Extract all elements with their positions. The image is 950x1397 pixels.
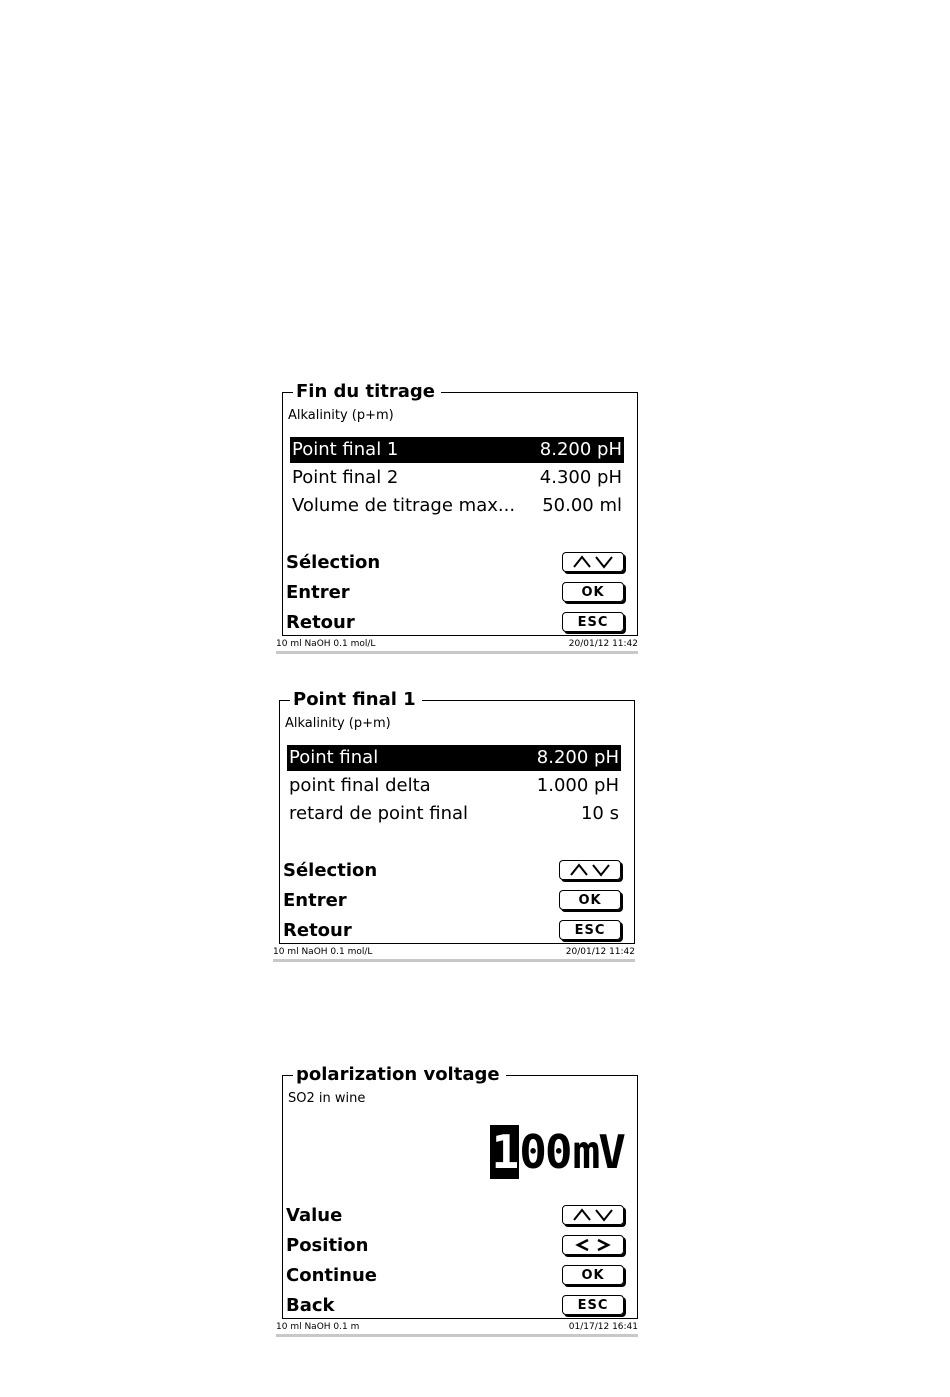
command-label: Retour [283, 919, 352, 941]
value-unit: mV [572, 1125, 624, 1179]
status-datetime: 01/17/12 16:41 [568, 1322, 638, 1332]
row-value: 8.200 pH [536, 747, 619, 768]
menu-row-point-final-2[interactable] [290, 465, 624, 491]
menu-row-volume-max[interactable] [290, 493, 624, 519]
row-label: Point final 1 [292, 439, 399, 460]
command-entrer [286, 578, 626, 606]
command-label: Sélection [286, 551, 381, 573]
row-label: Volume de titrage max... [292, 495, 516, 516]
row-label: retard de point final [289, 803, 469, 824]
voltage-value-display[interactable] [490, 1125, 624, 1179]
status-reagent: 10 ml NaOH 0.1 m [276, 1322, 360, 1332]
command-label: Value [286, 1204, 343, 1226]
command-continue [286, 1261, 626, 1289]
esc-key[interactable]: ESC [562, 1295, 624, 1315]
status-datetime: 20/01/12 11:42 [568, 639, 638, 649]
status-bar [276, 1320, 638, 1337]
up-down-key[interactable] [562, 1205, 624, 1225]
row-value: 1.000 pH [536, 775, 619, 796]
command-value [286, 1201, 626, 1229]
screen-fin-du-titrage [276, 381, 638, 658]
command-label: Sélection [283, 859, 378, 881]
status-reagent: 10 ml NaOH 0.1 mol/L [276, 639, 376, 649]
row-label: Point final 2 [292, 467, 399, 488]
value-digits: 00 [519, 1125, 571, 1179]
row-value: 50.00 ml [542, 495, 622, 516]
up-down-arrows-icon [570, 1208, 616, 1222]
left-right-arrows-icon [570, 1238, 616, 1252]
screen-point-final-1 [273, 689, 635, 966]
row-value: 4.300 pH [539, 467, 622, 488]
ok-key[interactable]: OK [559, 890, 621, 910]
esc-key[interactable]: ESC [559, 920, 621, 940]
menu-row-retard[interactable] [287, 801, 621, 827]
esc-key[interactable]: ESC [562, 612, 624, 632]
command-position [286, 1231, 626, 1259]
command-selection [286, 548, 626, 576]
cursor-digit: 1 [491, 1125, 518, 1179]
status-bar [273, 945, 635, 962]
up-down-key[interactable] [562, 552, 624, 572]
up-down-arrows-icon [567, 863, 613, 877]
status-bar [276, 637, 638, 654]
command-retour [283, 916, 623, 944]
row-label: Point final [289, 747, 379, 768]
command-retour [286, 608, 626, 636]
screen-title: Fin du titrage [294, 382, 441, 402]
command-label: Entrer [283, 889, 347, 911]
command-label: Retour [286, 611, 355, 633]
screen-subtitle: Alkalinity (p+m) [288, 408, 394, 423]
menu-row-point-final-delta[interactable] [287, 773, 621, 799]
command-back [286, 1291, 626, 1319]
row-label: point final delta [289, 775, 431, 796]
screen-polarization-voltage [276, 1064, 638, 1341]
status-reagent: 10 ml NaOH 0.1 mol/L [273, 947, 373, 957]
menu-row-point-final-1[interactable] [290, 437, 624, 463]
row-value: 8.200 pH [539, 439, 622, 460]
screen-subtitle: SO2 in wine [288, 1091, 366, 1106]
up-down-arrows-icon [570, 555, 616, 569]
command-entrer [283, 886, 623, 914]
command-label: Position [286, 1234, 369, 1256]
menu-row-point-final[interactable] [287, 745, 621, 771]
command-label: Back [286, 1294, 335, 1316]
left-right-key[interactable] [562, 1235, 624, 1255]
screen-subtitle: Alkalinity (p+m) [285, 716, 391, 731]
status-datetime: 20/01/12 11:42 [565, 947, 635, 957]
command-label: Entrer [286, 581, 350, 603]
ok-key[interactable]: OK [562, 1265, 624, 1285]
ok-key[interactable]: OK [562, 582, 624, 602]
screen-title: Point final 1 [291, 690, 422, 710]
row-value: 10 s [580, 803, 619, 824]
up-down-key[interactable] [559, 860, 621, 880]
command-selection [283, 856, 623, 884]
screen-title: polarization voltage [294, 1065, 506, 1085]
command-label: Continue [286, 1264, 378, 1286]
